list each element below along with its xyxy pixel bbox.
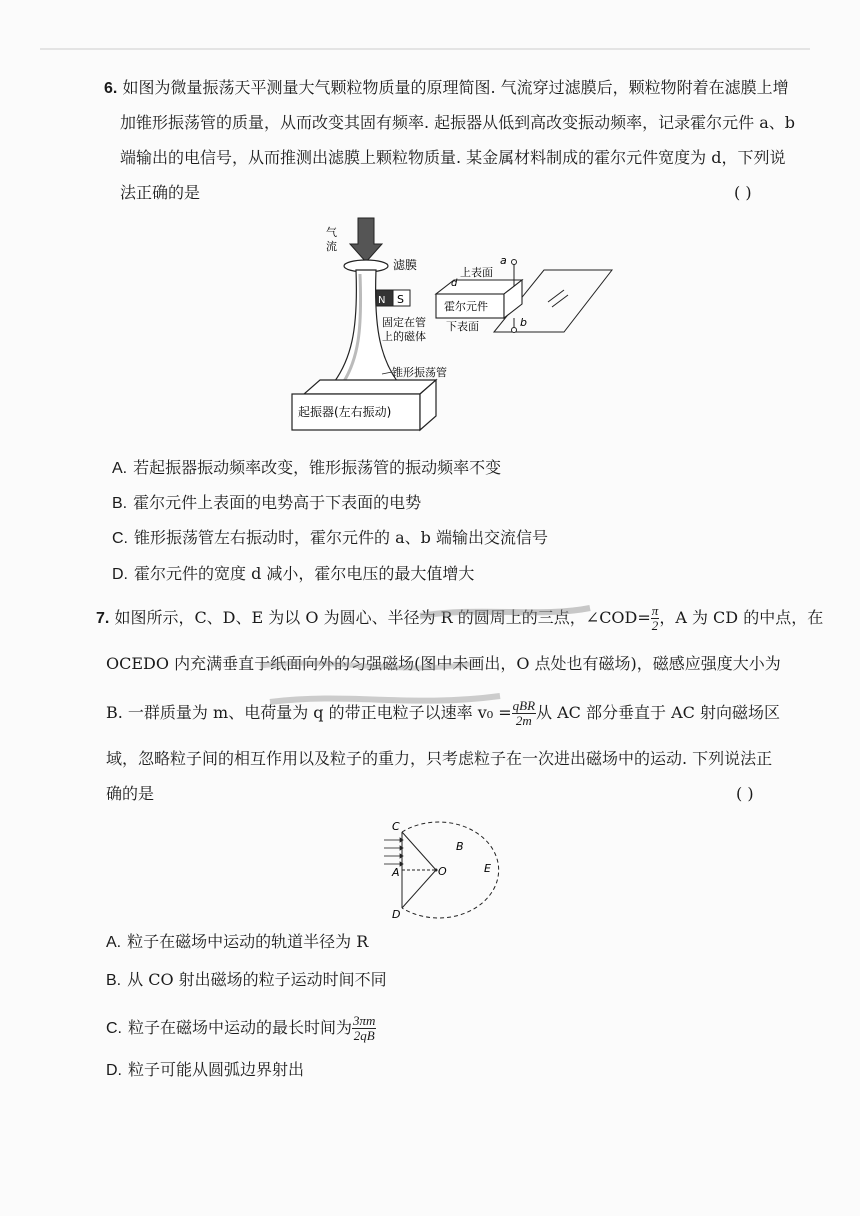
label-c: C [392,820,400,833]
hall-label: 霍尔元件 [444,300,488,313]
label-d: D [392,908,401,920]
top-divider [40,48,810,50]
q7-option-a[interactable]: A. 粒子在磁场中运动的轨道半径为 R [106,932,369,951]
particle-arrows [384,838,403,866]
radius-od [402,870,436,908]
q6-line-1 [104,78,789,99]
vibrator-label: 起振器(左右振动) [298,405,392,419]
width-d-label: d [451,278,458,289]
q7-line-3: B. 一群质量为 m、电荷量为 q 的带正电粒子以速率 v₀ = $\frac{\text{qBR}}{2m}$ 从 AC 部分垂直于 AC 射向磁场区 [106,698,780,728]
vibrator-top [304,380,436,394]
q7-line-2: OCEDO 内充满垂直于纸面向外的匀强磁场(图中未画出，O 点处也有磁场)，磁感应强度大小为 [106,654,781,673]
terminal-a: a [500,254,507,267]
q6-option-b[interactable]: B. 霍尔元件上表面的电势高于下表面的电势 [112,493,422,512]
airflow-label-1: 气 [326,226,337,239]
svg-text:S: S [397,293,404,306]
q7-option-b[interactable]: B. 从 CO 射出磁场的粒子运动时间不同 [106,970,387,989]
fixed-magnet-label-2: 上的磁体 [382,330,426,343]
upper-surface-label: 上表面 [460,266,493,279]
q6-option-d[interactable]: D. 霍尔元件的宽度 d 减小，霍尔电压的最大值增大 [112,564,475,583]
q6-option-a[interactable]: A. 若起振器振动频率改变，锥形振荡管的振动频率不变 [112,458,502,477]
q6-stem-2: 加锥形振荡管的质量，从而改变其固有频率. 起振器从低到高改变振动频率，记录霍尔元件 a、b [120,113,796,132]
q6-stem-1: 如图为微量振荡天平测量大气颗粒物质量的原理简图. 气流穿过滤膜后，颗粒物附着在滤膜上增 [122,78,789,97]
airflow-arrow [350,218,382,262]
q6-figure [286,214,616,444]
q7-option-c-fraction: $\frac{3\pi m}{2qB}$ [353,1013,376,1043]
label-e: E [484,862,491,875]
q6-stem-3: 端输出的电信号，从而推测出滤膜上颗粒物质量. 某金属材料制成的霍尔元件宽度为 d，下列说 [120,148,786,167]
q7-number: 7. [96,610,110,627]
fixed-magnet-label-1: 固定在管 [382,316,426,329]
radius-oc [402,832,436,870]
q6-stem-4: 法正确的是 [120,183,201,202]
airflow-label-2: 流 [326,240,337,253]
label-o: O [438,865,447,878]
svg-text:N: N [378,295,386,306]
filter-label: 滤膜 [393,258,418,272]
q6-option-c[interactable]: C. 锥形振荡管左右振动时，霍尔元件的 a、b 端输出交流信号 [112,528,548,547]
label-a: A [392,866,400,879]
q7-option-d[interactable]: D. 粒子可能从圆弧边界射出 [106,1060,305,1079]
q7-option-c[interactable]: C. 粒子在磁场中运动的最长时间为 $\frac{3\pi m}{2qB}$ [106,1013,376,1043]
q7-fraction-angle: $\frac{\pi}{2}$ [651,603,659,633]
q7-answer-bracket: ( ) [736,784,754,803]
q7-line-1: 7. 如图所示，C、D、E 为以 O 为圆心、半径为 R 的圆周上的三点，∠COD= $\frac{\pi}{2}$ ，A 为 CD 的中点，在 [96,603,824,633]
label-b: B [456,840,464,853]
q7-line-5: 确的是 [106,784,155,803]
q6-number: 6. [104,80,118,97]
q7-fraction-speed: $\frac{\text{qBR}}{2m}$ [512,698,536,728]
q7-figure [372,820,512,920]
lower-surface-label: 下表面 [446,320,479,333]
q6-answer-bracket: ( ) [734,183,752,202]
terminal-b: b [520,316,527,329]
q7-line-4: 域，忽略粒子间的相互作用以及粒子的重力，只考虑粒子在一次进出磁场中的运动. 下列说法正 [106,749,773,768]
tube-label: 锥形振荡管 [392,366,447,379]
